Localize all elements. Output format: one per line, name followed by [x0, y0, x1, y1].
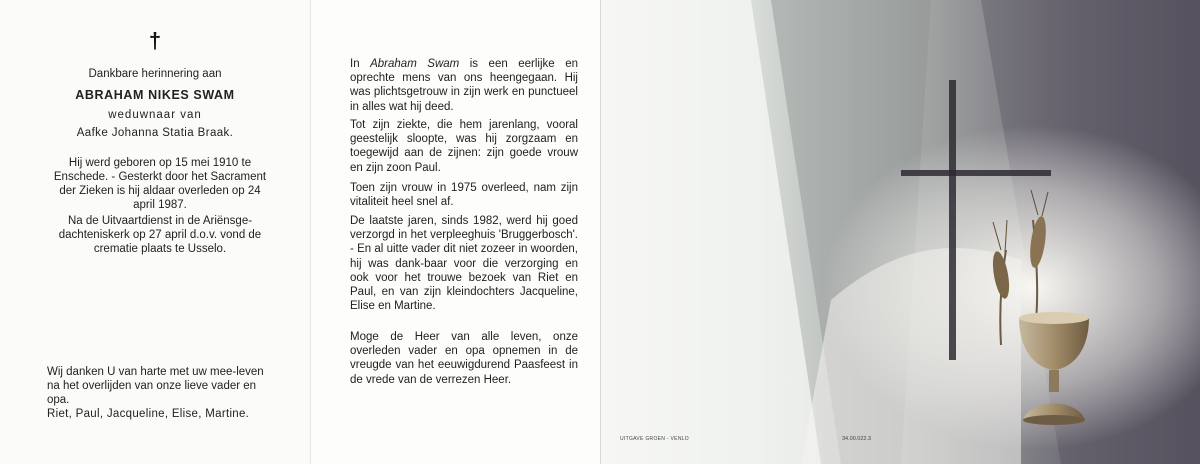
thanks-text: Wij danken U van harte met uw mee-leven na het overlijden van onze lieve vader en opa.: [47, 366, 264, 406]
tribute-paragraph-1: In Abraham Swam is een eerlijke en oprechte mens van ons heengegaan. Hij was plichtsgetrouw in zijn werk en punctueel in alles wat hij deed.: [350, 58, 578, 113]
tribute-paragraph-2: Tot zijn ziekte, die hem jarenlang, vooral geestelijk sloopte, was hij zorgzaam en toegewijd aan de zijnen: zijn goede vrouw en zijn zoon Paul.: [350, 119, 578, 174]
remembrance-heading: Dankbare herinnering aan: [88, 68, 222, 80]
funeral-text: Na de Uitvaartdienst in de Ariënsge-dachteniskerk op 27 april d.o.v. vond de crematie plaats te Usselo.: [58, 215, 262, 255]
catalog-code: 34.00.022.3: [842, 436, 872, 442]
tribute-name: Abraham Swam: [370, 58, 460, 70]
cross-shadow-vertical: [949, 80, 956, 360]
widower-line: weduwnaar van: [108, 109, 202, 121]
birth-death-text: Hij werd geboren op 15 mei 1910 te Enschede. - Gesterkt door het Sacrament der Zieken is hij aldaar overleden op 24 april 1987.: [53, 157, 267, 211]
tribute-paragraph-3: Toen zijn vrouw in 1975 overleed, nam zijn vitaliteit heel snel af.: [350, 182, 578, 209]
tribute-paragraph-4: De laatste jaren, sinds 1982, werd hij goed verzorgd in het verpleeghuis 'Bruggerbosch'. - En al uitte vader dit niet zozeer in woorden, hij was dank-baar voor die verzorging en ook voor het trouwe bezoek van Riet en Paul, en van zijn kleindochters Jacqueline, Elise en Martine.: [350, 215, 578, 313]
chalice-painting: [601, 0, 1200, 464]
spouse-name: Aafke Johanna Statia Braak.: [76, 127, 234, 139]
publisher-imprint: UITGAVE GROEN - VENLO: [620, 436, 689, 442]
cross-shadow-horizontal: [901, 170, 1051, 176]
artwork-panel: [600, 0, 1200, 464]
deceased-name: ABRAHAM NIKES SWAM: [75, 88, 235, 102]
tribute-paragraph-5: Moge de Heer van alle leven, onze overleden vader en opa opnemen in de vreugde van het eeuwigdurend Paasfeest in de vrede van de verrezen Heer.: [350, 331, 578, 386]
family-signatures: Riet, Paul, Jacqueline, Elise, Martine.: [47, 408, 250, 420]
cross-symbol: †: [148, 28, 162, 53]
